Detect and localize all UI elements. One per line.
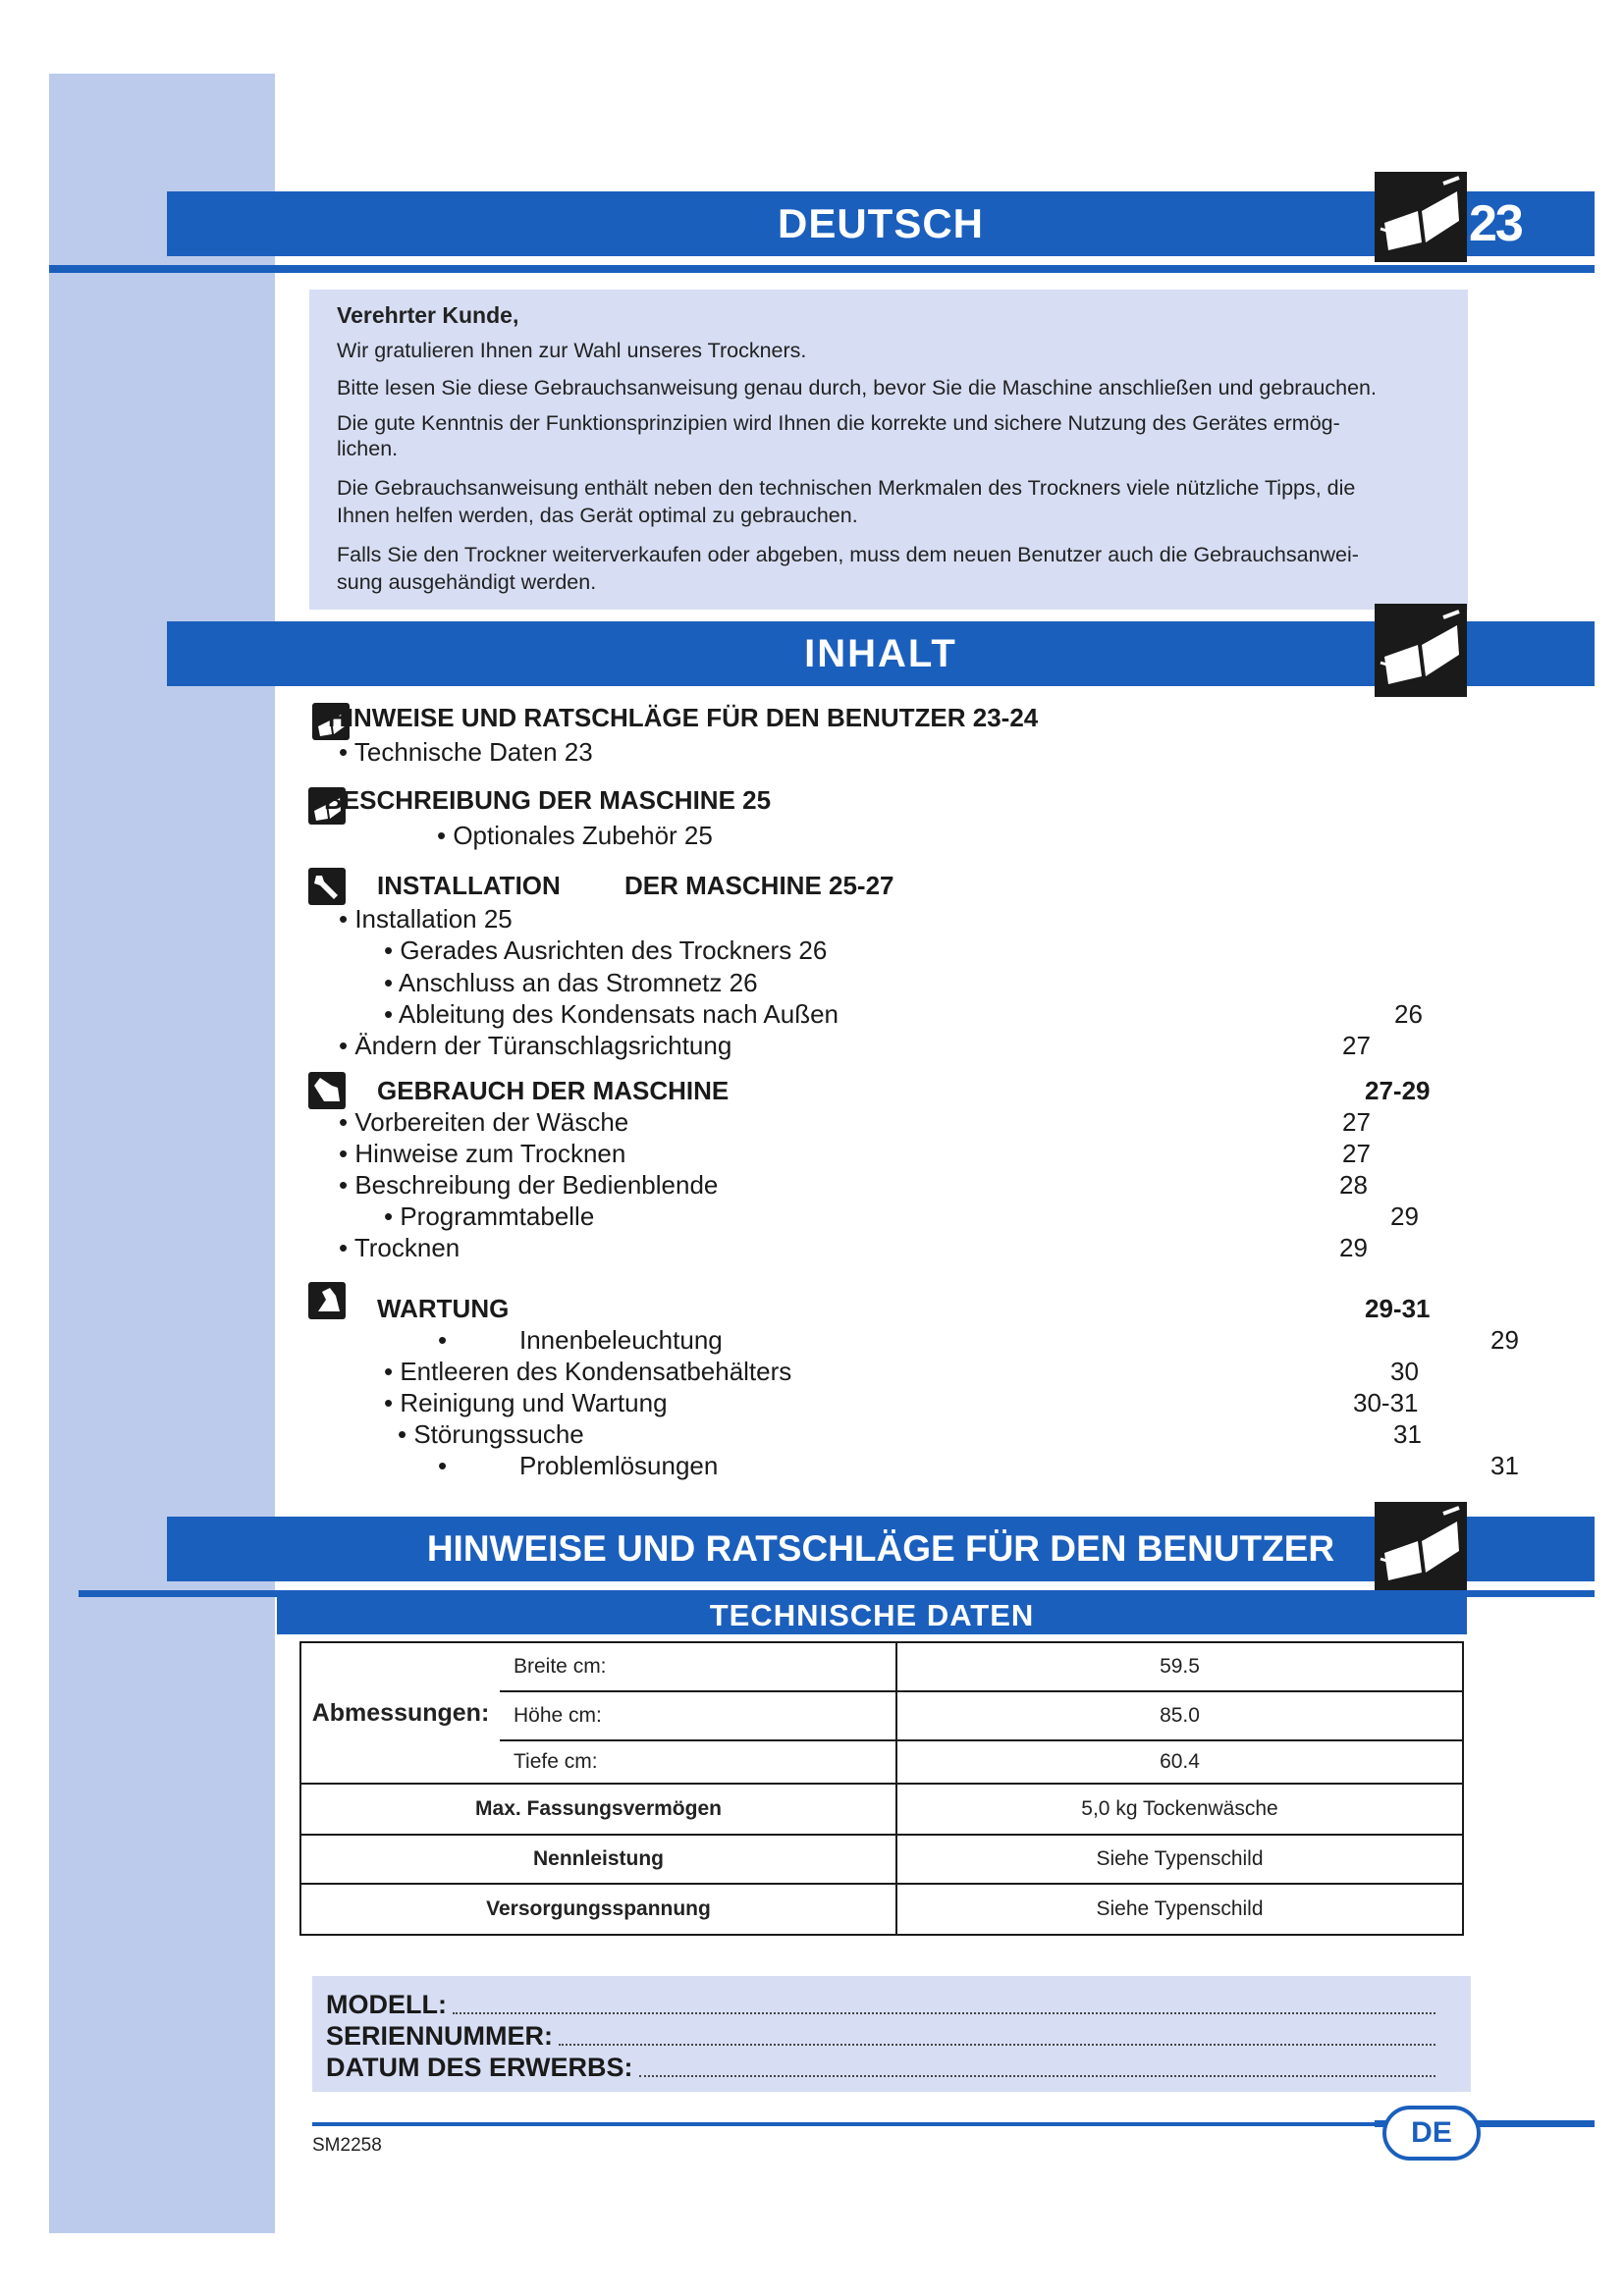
toc-section-installation-pages: DER MASCHINE 25-27 — [624, 871, 894, 900]
serial-dotted-line — [559, 2044, 1435, 2046]
intro-paragraph-5b: sung ausgehändigt werden. — [337, 570, 597, 594]
hand-icon — [308, 1072, 346, 1109]
intro-paragraph-5a: Falls Sie den Trockner weiterverkaufen oder abgeben, muss dem neuen Benutzer auch die Gebrauchsanwei- — [337, 543, 1359, 566]
power-label: Nennleistung — [300, 1835, 896, 1884]
toc-section-description: BESCHREIBUNG DER MASCHINE 25 — [324, 785, 772, 815]
toc-page: 29-31 — [1365, 1294, 1431, 1323]
width-value: 59.5 — [896, 1642, 1463, 1691]
dimensions-label: Abmessungen: — [300, 1642, 500, 1784]
height-value: 85.0 — [896, 1691, 1463, 1740]
toc-page: 26 — [1394, 999, 1423, 1029]
toc-page: 30-31 — [1353, 1388, 1419, 1417]
purchase-info-panel — [312, 1976, 1471, 2092]
maintenance-icon — [308, 1282, 346, 1319]
toc-item-technical-data: • Technische Daten 23 — [339, 737, 593, 767]
toc-page: 29 — [1339, 1233, 1368, 1262]
capacity-value: 5,0 kg Tockenwäsche — [896, 1784, 1463, 1835]
document-code: SM2258 — [312, 2135, 382, 2156]
toc-bullet: • — [438, 1451, 448, 1480]
subsection-title: TECHNISCHE DATEN — [709, 1598, 1035, 1632]
toc-item-preparing-laundry: • Vorbereiten der Wäsche — [339, 1107, 629, 1137]
toc-item-optional-accessories: • Optionales Zubehör 25 — [437, 821, 713, 850]
toc-page: 27 — [1342, 1107, 1371, 1137]
specs-table — [299, 1641, 1464, 1936]
toc-item-empty-container: • Entleeren des Kondensatbehälters — [384, 1357, 792, 1386]
intro-paragraph-4b: Ihnen helfen werden, das Gerät optimal zu gebrauchen. — [337, 504, 858, 527]
toc-item-installation: • Installation 25 — [339, 904, 513, 934]
toc-page: 27 — [1342, 1139, 1371, 1168]
toc-section-maintenance: WARTUNG — [377, 1294, 510, 1323]
section-title: HINWEISE UND RATSCHLÄGE FÜR DEN BENUTZER — [426, 1528, 1335, 1569]
toc-page: 27-29 — [1365, 1076, 1431, 1105]
toc-item-problem-solutions: Problemlösungen — [519, 1451, 719, 1480]
intro-paragraph-2: Bitte lesen Sie diese Gebrauchsanweisung genau durch, bevor Sie die Maschine anschließen und gebrauchen. — [337, 376, 1377, 400]
footer-rule-left — [312, 2122, 1382, 2126]
book-icon — [1375, 1502, 1467, 1592]
toc-page: 27 — [1342, 1031, 1371, 1060]
language-badge: DE — [1382, 2106, 1481, 2161]
toc-item-interior-light: Innenbeleuchtung — [519, 1325, 723, 1355]
toc-section-advice: HINWEISE UND RATSCHLÄGE FÜR DEN BENUTZER 23-24 — [328, 703, 1039, 732]
header-title: DEUTSCH — [777, 200, 984, 246]
intro-paragraph-4a: Die Gebrauchsanweisung enthält neben den technischen Merkmalen des Trockners viele nützliche Tipps, die — [337, 476, 1356, 500]
toc-item-programme-table: • Programmtabelle — [384, 1201, 595, 1231]
intro-salutation: Verehrter Kunde, — [337, 302, 519, 328]
section-rule — [79, 1590, 1595, 1597]
toc-item-cleaning: • Reinigung und Wartung — [384, 1388, 668, 1417]
wrench-icon — [308, 868, 346, 905]
toc-item-door-reversal: • Ändern der Türanschlagsrichtung — [339, 1031, 732, 1060]
toc-page: 29 — [1390, 1201, 1419, 1231]
intro-paragraph-3b: lichen. — [337, 437, 399, 460]
subsection-banner — [277, 1597, 1467, 1634]
contents-title: INHALT — [804, 632, 957, 675]
toc-item-condensate-drain: • Ableitung des Kondensats nach Außen — [384, 999, 839, 1029]
toc-section-usage: GEBRAUCH DER MASCHINE — [377, 1076, 730, 1105]
width-label: Breite cm: — [500, 1642, 896, 1691]
toc-item-levelling: • Gerades Ausrichten des Trockners 26 — [384, 935, 828, 965]
purchase-date-dotted-line — [639, 2075, 1435, 2077]
intro-paragraph-3a: Die gute Kenntnis der Funktionsprinzipien wird Ihnen die korrekte und sichere Nutzung des Gerätes ermög- — [337, 411, 1340, 435]
left-sidebar-band — [49, 74, 275, 2233]
purchase-date-field[interactable] — [326, 2053, 1455, 2083]
toc-page: 29 — [1490, 1325, 1519, 1355]
depth-value: 60.4 — [896, 1740, 1463, 1784]
toc-item-troubleshooting: • Störungssuche — [398, 1419, 584, 1449]
model-label: MODELL: — [326, 1990, 447, 2019]
book-icon — [1375, 604, 1467, 697]
height-label: Höhe cm: — [500, 1691, 896, 1740]
toc-page: 28 — [1339, 1170, 1368, 1200]
power-value: Siehe Typenschild — [896, 1835, 1463, 1884]
toc-item-drying: • Trocknen — [339, 1233, 460, 1262]
intro-paragraph-1: Wir gratulieren Ihnen zur Wahl unseres Trockners. — [337, 339, 807, 362]
header-rule — [49, 265, 1595, 273]
toc-page: 31 — [1393, 1419, 1422, 1449]
capacity-label: Max. Fassungsvermögen — [300, 1784, 896, 1835]
book-icon — [1375, 172, 1467, 262]
intro-panel — [309, 290, 1468, 610]
page-number: 23 — [1469, 195, 1522, 252]
voltage-value: Siehe Typenschild — [896, 1884, 1463, 1935]
voltage-label: Versorgungsspannung — [300, 1884, 896, 1935]
model-dotted-line — [453, 2012, 1435, 2014]
model-field[interactable] — [326, 1990, 1455, 2020]
toc-page: 30 — [1390, 1357, 1419, 1386]
purchase-date-label: DATUM DES ERWERBS: — [326, 2053, 633, 2082]
toc-item-control-panel: • Beschreibung der Bedienblende — [339, 1170, 719, 1200]
toc-item-drying-tips: • Hinweise zum Trocknen — [339, 1139, 626, 1168]
toc-section-installation: INSTALLATION — [377, 871, 561, 900]
serial-label: SERIENNUMMER: — [326, 2021, 554, 2051]
toc-item-power-connection: • Anschluss an das Stromnetz 26 — [384, 968, 758, 997]
depth-label: Tiefe cm: — [500, 1740, 896, 1784]
toc-page: 31 — [1490, 1451, 1519, 1480]
toc-bullet: • — [438, 1325, 448, 1355]
serial-field[interactable] — [326, 2021, 1455, 2052]
